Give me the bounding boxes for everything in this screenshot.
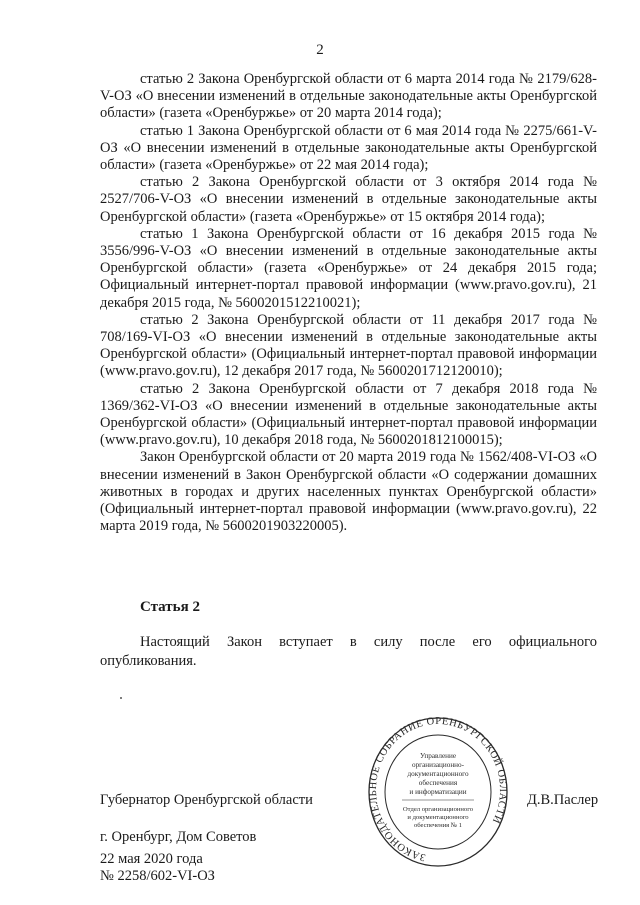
amendment-paragraph: Закон Оренбургской области от 20 марта 2019 года № 1562/408-VI-ОЗ «О внесении изменений в Закон Оренбургской области «О содержании домашних животных в городах и других населенных пунктах Оренбургской области» (Официальный интернет-портал правовой информации (www.pravo.gov.ru), 22 марта 2019 года, № 5600201903220005).: [100, 449, 597, 535]
signatory-title: Губернатор Оренбургской области: [100, 792, 313, 808]
amendment-paragraph: статью 2 Закона Оренбургской области от 3 октября 2014 года № 2527/706-V-ОЗ «О внесении изменений в отдельные законодательные акты Оренбургской области» (газета «Оренбуржье» от 15 октября 2014 года);: [100, 174, 597, 225]
amendment-paragraph: статью 2 Закона Оренбургской области от 11 декабря 2017 года № 708/169-VI-ОЗ «О внесении изменений в отдельные законодательные акты Оренбургской области» (Официальный интернет-портал правовой информации (www.pravo.gov.ru), 12 декабря 2017 года, № 5600201712120010);: [100, 311, 597, 380]
law-number: № 2258/602-VI-ОЗ: [100, 868, 215, 884]
seal-center-line: и информатизации: [409, 788, 467, 796]
final-paragraph: Настоящий Закон вступает в силу после его официального опубликования.: [100, 634, 597, 669]
effective-date-clause: [100, 633, 597, 671]
article-heading: Статья 2: [140, 599, 200, 615]
amendment-paragraph: статью 1 Закона Оренбургской области от 16 декабря 2015 года № 3556/996-V-ОЗ «О внесении изменений в отдельные законодательные акты Оренбургской области» (газета «Оренбуржье» от 24 декабря 2015 года; Официальный интернет-портал правовой информации (www.pravo.gov.ru), 21 декабря 2015 года, № 5600201512210021);: [100, 225, 597, 311]
amendments-list: [100, 71, 597, 535]
seal-center-line: обеспечения: [418, 779, 458, 787]
seal-ring-text: ЗАКОНОДАТЕЛЬНОЕ СОБРАНИЕ ОРЕНБУРГСКОЙ ОБЛАСТИ: [367, 715, 509, 863]
seal-lower-line: Отдел организационного: [402, 806, 474, 813]
seal-center-line: Управление: [419, 752, 457, 760]
amendment-paragraph: статью 1 Закона Оренбургской области от 6 мая 2014 года № 2275/661-V-ОЗ «О внесении изменений в отдельные законодательные акты Оренбургской области» (газета «Оренбуржье» от 22 мая 2014 года);: [100, 122, 597, 174]
official-seal: [366, 714, 510, 870]
signing-date: 22 мая 2020 года: [100, 851, 203, 867]
signing-place: г. Оренбург, Дом Советов: [100, 829, 257, 845]
seal-lower-line: и документационного: [407, 814, 469, 821]
seal-center-line: документационного: [407, 770, 469, 778]
seal-center-line: организационно-: [411, 761, 465, 769]
page-number: 2: [316, 42, 324, 58]
amendment-paragraph: статью 2 Закона Оренбургской области от 6 марта 2014 года № 2179/628-V-ОЗ «О внесении изменений в отдельные законодательные акты Оренбургской области» (газета «Оренбуржье» от 20 марта 2014 года);: [100, 71, 597, 122]
seal-lower-line: обеспечения № 1: [413, 822, 463, 829]
amendment-paragraph: статью 2 Закона Оренбургской области от 7 декабря 2018 года № 1369/362-VI-ОЗ «О внесении изменений в отдельные законодательные акты Оренбургской области» (Официальный интернет-портал правовой информации (www.pravo.gov.ru), 10 декабря 2018 года, № 5600201812100015);: [100, 380, 597, 449]
scan-artifact: [120, 697, 122, 699]
signatory-name: Д.В.Паслер: [527, 792, 599, 808]
